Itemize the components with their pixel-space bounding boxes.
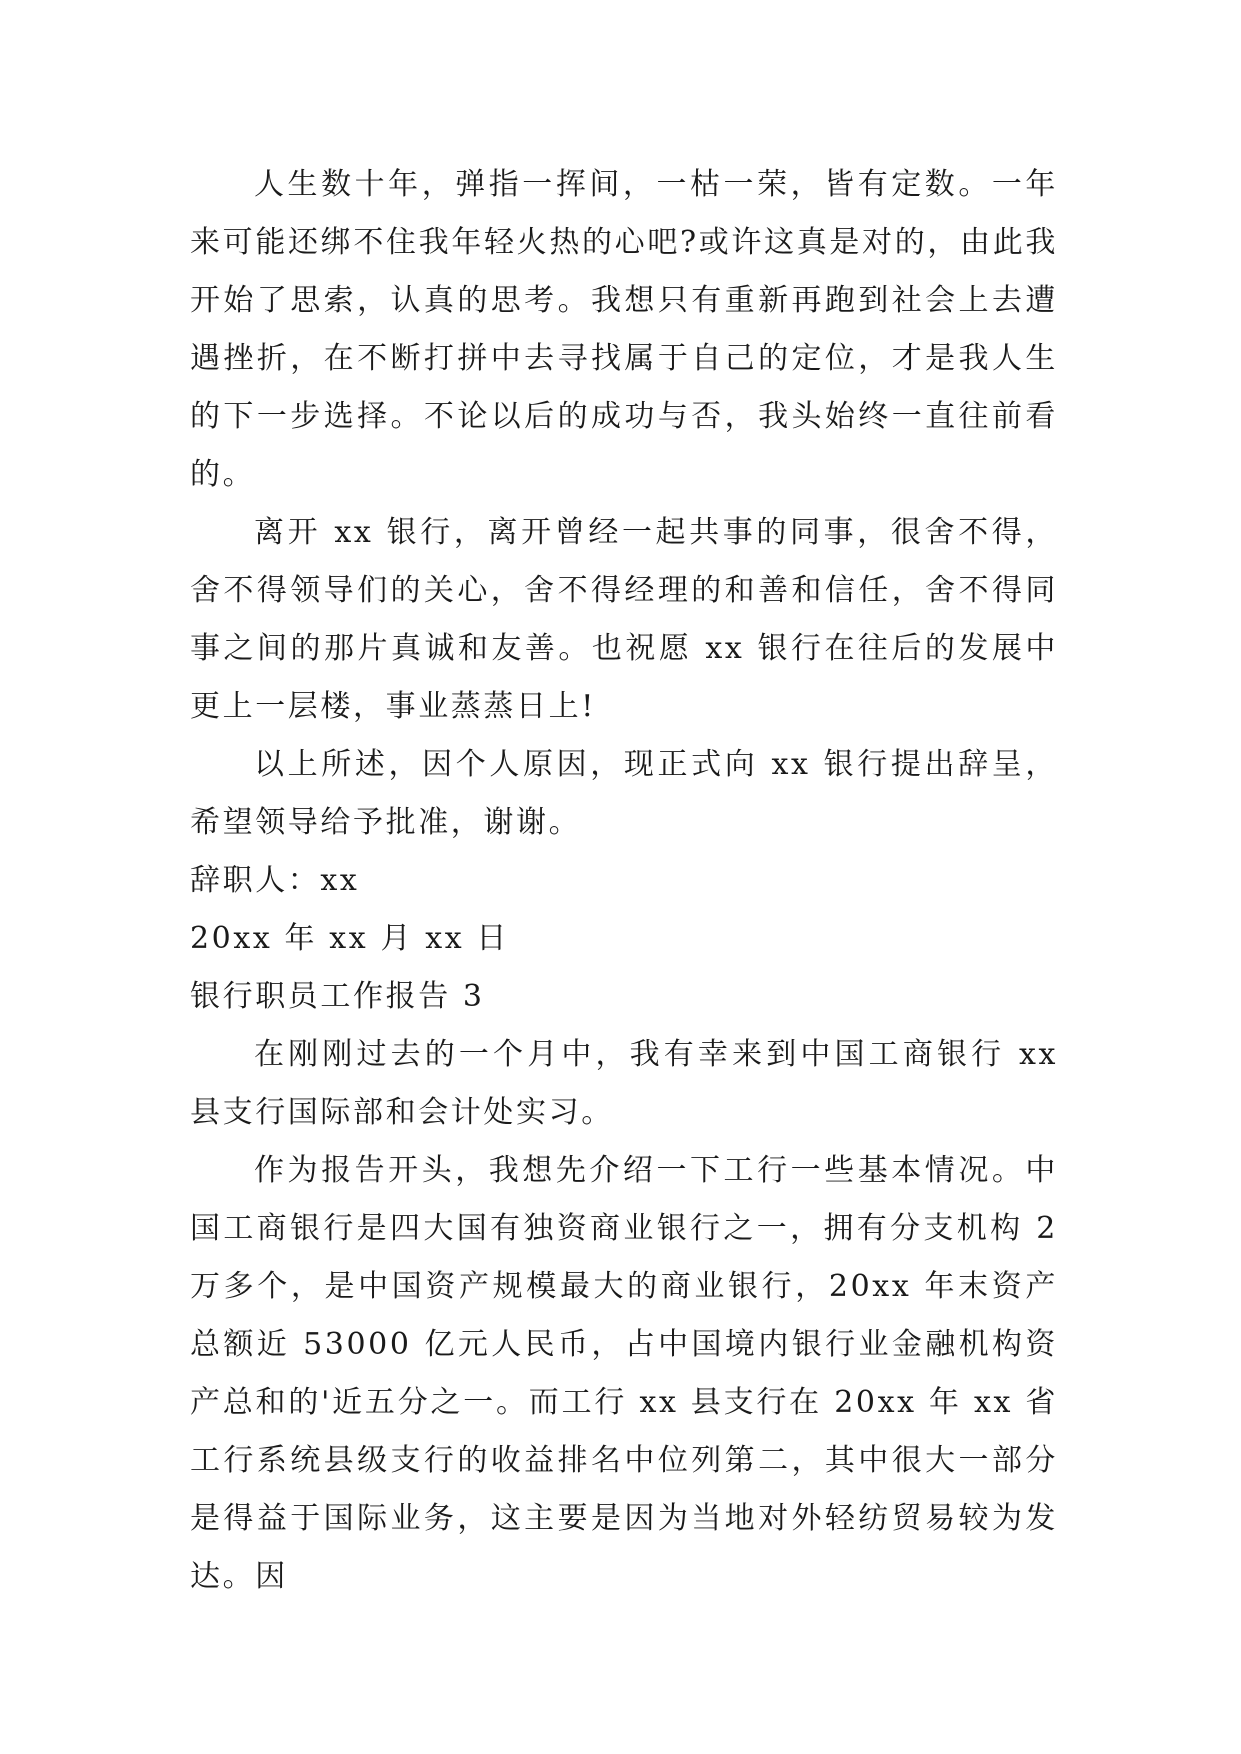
- signature-line: 辞职人：xx: [190, 863, 360, 898]
- paragraph-farewell: 离开 xx 银行，离开曾经一起共事的同事，很舍不得，舍不得领导们的关心，舍不得经理的和善和信任，舍不得同事之间的那片真诚和友善。也祝愿 xx 银行在往后的发展中更上一层楼，事业蒸蒸日上!: [190, 515, 1058, 724]
- paragraph-bank-intro: 作为报告开头，我想先介绍一下工行一些基本情况。中国工商银行是四大国有独资商业银行之一，拥有分支机构 2 万多个，是中国资产规模最大的商业银行，20xx 年末资产总额近 53000 亿元人民币，占中国境内银行业金融机构资产总和的'近五分之一。而工行 xx 县支行在 20xx 年 xx 省工行系统县级支行的收益排名中位列第二，其中很大一部分是得益于国际业务，这主要是因为当地对外轻纺贸易较为发达。因: [190, 1153, 1058, 1594]
- paragraph-reflection: 人生数十年，弹指一挥间，一枯一荣，皆有定数。一年来可能还绑不住我年轻火热的心吧?或许这真是对的，由此我开始了思索，认真的思考。我想只有重新再跑到社会上去遭遇挫折，在不断打拼中去寻找属于自己的定位，才是我人生的下一步选择。不论以后的成功与否，我头始终一直往前看的。: [190, 167, 1058, 492]
- paragraph-resignation: 以上所述，因个人原因，现正式向 xx 银行提出辞呈，希望领导给予批准，谢谢。: [190, 747, 1058, 840]
- date-line: 20xx 年 xx 月 xx 日: [190, 921, 509, 956]
- paragraph-internship: 在刚刚过去的一个月中，我有幸来到中国工商银行 xx 县支行国际部和会计处实习。: [190, 1037, 1058, 1130]
- document-body: [190, 156, 1058, 1606]
- section-title: 银行职员工作报告 3: [190, 979, 485, 1014]
